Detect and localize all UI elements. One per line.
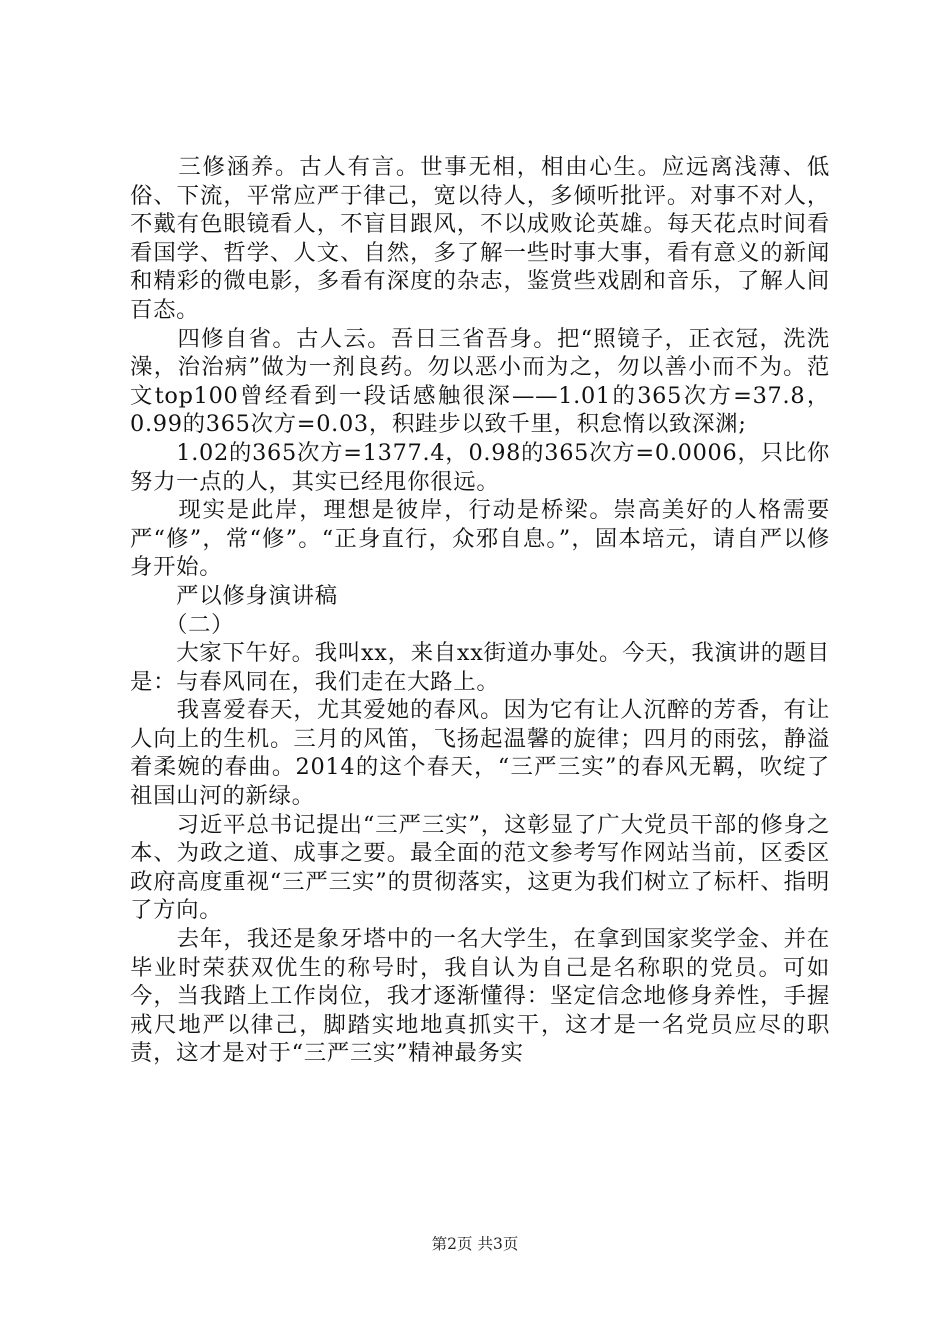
- paragraph: 大家下午好。我叫xx，来自xx街道办事处。今天，我演讲的题目是：与春风同在，我们走在大路上。: [130, 640, 830, 695]
- section-title: 严以修身演讲稿: [130, 582, 338, 609]
- paragraph: 1.02的365次方=1377.4，0.98的365次方=0.0006，只比你努力一点的人，其实已经甩你很远。: [130, 439, 830, 495]
- paragraph: 去年，我还是象牙塔中的一名大学生，在拿到国家奖学金、并在毕业时荣获双优生的称号时，我自认为自己是名称职的党员。可如今，当我踏上工作岗位，我才逐渐懂得：坚定信念地修身养性，手握戒尺地严以律己，脚踏实地地真抓实干，这才是一名党员应尽的职责，这才是对于“三严三实”精神最务实: [130, 926, 830, 1067]
- paragraph: 四修自省。古人云。吾日三省吾身。把“照镜子，正衣冠，洗洗澡，治治病”做为一剂良药。勿以恶小而为之，勿以善小而不为。范文top100曾经看到一段话感触很深——1.01的365次方=37.8，0.99的365次方=0.03，积跬步以致千里，积怠惰以致深渊;: [130, 325, 830, 438]
- page-footer: 第2页 共3页: [431, 1235, 519, 1253]
- paragraph: 我喜爱春天，尤其爱她的春风。因为它有让人沉醉的芳香，有让人向上的生机。三月的风笛，飞扬起温馨的旋律；四月的雨弦，静溢着柔婉的春曲。2014的这个春天，“三严三实”的春风无羁，吹绽了祖国山河的新绿。: [130, 697, 830, 810]
- paragraph: 习近平总书记提出“三严三实”，这彰显了广大党员干部的修身之本、为政之道、成事之要。最全面的范文参考写作网站当前，区委区政府高度重视“三严三实”的贯彻落实，这更为我们树立了标杆、指明了方向。: [130, 811, 830, 924]
- paragraph: 现实是此岸，理想是彼岸，行动是桥梁。崇高美好的人格需要严“修”，常“修”。“正身直行，众邪自息。”，固本培元，请自严以修身开始。: [130, 497, 830, 581]
- document-body: [130, 153, 830, 1068]
- paragraph: 三修涵养。古人有言。世事无相，相由心生。应远离浅薄、低俗、下流，平常应严于律己，宽以待人，多倾听批评。对事不对人，不戴有色眼镜看人，不盲目跟风，不以成败论英雄。每天花点时间看看国学、哲学、人文、自然，多了解一些时事大事，看有意义的新闻和精彩的微电影，多看有深度的杂志，鉴赏些戏剧和音乐，了解人间百态。: [130, 154, 830, 323]
- section-number: （二）: [130, 611, 235, 638]
